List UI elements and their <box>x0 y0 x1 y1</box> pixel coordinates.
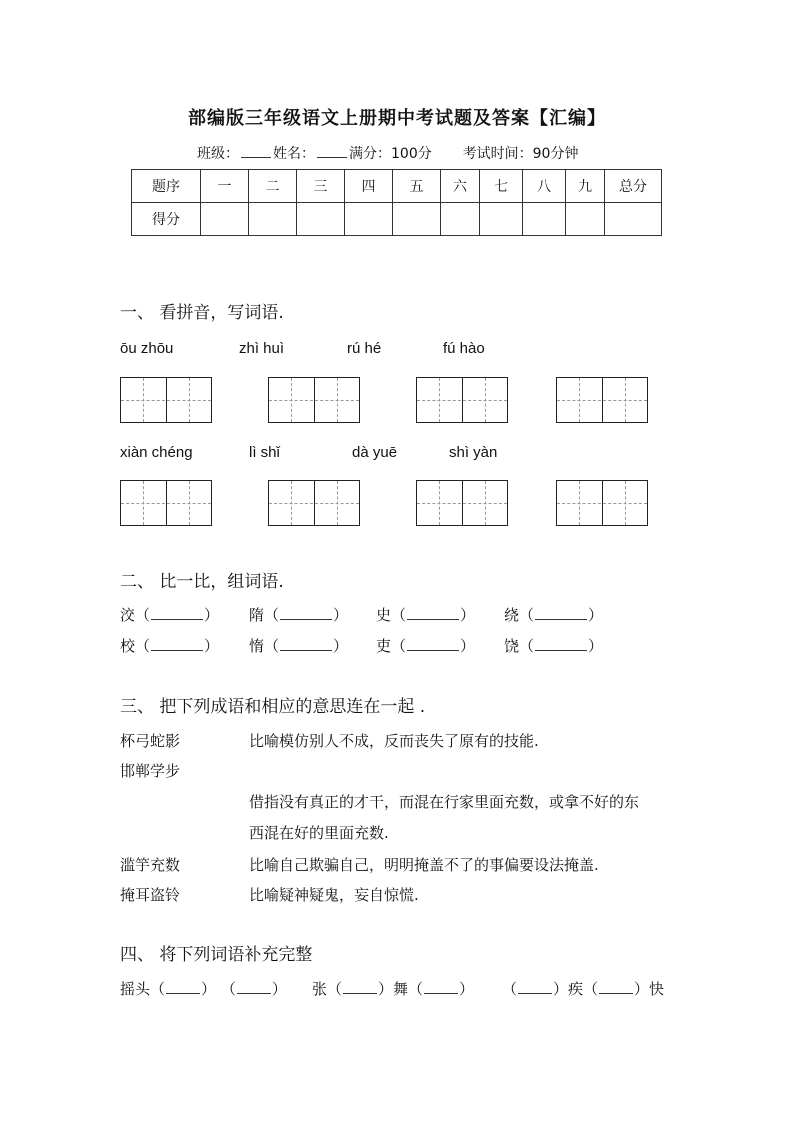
table-cell: 七 <box>480 170 523 203</box>
answer-blank[interactable] <box>535 607 587 620</box>
close-paren: ） <box>460 606 476 624</box>
section1-heading: 一、 看拼音，写词语. <box>120 303 284 323</box>
idiom-item[interactable]: 掩耳盗铃 <box>120 886 181 904</box>
close-paren: ） <box>588 637 604 655</box>
section4-heading: 四、 将下列词语补充完整 <box>120 945 313 965</box>
table-cell: 总分 <box>605 170 662 203</box>
char-label: 校（ <box>120 637 151 655</box>
meaning-item-continued[interactable]: 西混在好的里面充数. <box>249 824 389 842</box>
section2-heading: 二、 比一比，组词语. <box>120 572 284 592</box>
phrase-item <box>312 978 474 999</box>
score-table-score-row <box>132 203 662 236</box>
page-title: 部编版三年级语文上册期中考试题及答案【汇编】 <box>188 108 606 129</box>
table-cell: 六 <box>441 170 480 203</box>
name-label: 姓名： <box>273 146 315 162</box>
exam-info <box>197 143 578 163</box>
meaning-item[interactable]: 比喻自己欺骗自己，明明掩盖不了的事偏要设法掩盖. <box>249 856 599 874</box>
close-paren: ） <box>333 637 349 655</box>
table-cell: 三 <box>297 170 345 203</box>
writing-grid[interactable] <box>268 480 360 526</box>
open-paren: （ <box>220 980 236 998</box>
word-item <box>249 635 348 656</box>
score-cell[interactable] <box>566 203 605 236</box>
answer-blank[interactable] <box>343 981 377 994</box>
word-item <box>249 604 348 625</box>
class-blank[interactable] <box>241 145 271 158</box>
meaning-item[interactable]: 比喻模仿别人不成，反而丧失了原有的技能. <box>249 732 539 750</box>
score-cell[interactable] <box>249 203 297 236</box>
answer-blank[interactable] <box>166 981 200 994</box>
phrase-text: 舞（ <box>393 980 424 998</box>
pinyin-item: rú hé <box>347 340 382 357</box>
answer-blank[interactable] <box>280 638 332 651</box>
close-paren: ） <box>204 637 220 655</box>
phrase-item <box>120 978 287 999</box>
close-paren: ） <box>378 980 394 998</box>
open-paren: （ <box>502 980 518 998</box>
answer-blank[interactable] <box>280 607 332 620</box>
score-cell[interactable] <box>345 203 393 236</box>
idiom-item[interactable]: 邯郸学步 <box>120 762 181 780</box>
phrase-text: 张（ <box>312 980 343 998</box>
answer-blank[interactable] <box>151 607 203 620</box>
score-table <box>131 169 662 236</box>
score-cell[interactable] <box>441 203 480 236</box>
char-label: 史（ <box>376 606 407 624</box>
word-item <box>120 635 219 656</box>
writing-grid[interactable] <box>416 480 508 526</box>
close-paren: ） <box>460 637 476 655</box>
full-score: 满分：100分 <box>349 146 432 162</box>
pinyin-item: fú hào <box>443 340 485 357</box>
word-item <box>376 635 475 656</box>
class-label: 班级： <box>197 146 239 162</box>
pinyin-item: ōu zhōu <box>120 340 174 357</box>
phrase-text: ）疾（ <box>553 980 599 998</box>
answer-blank[interactable] <box>151 638 203 651</box>
close-paren: ） <box>588 606 604 624</box>
close-paren: ） <box>201 980 217 998</box>
phrase-text: 摇头（ <box>120 980 166 998</box>
writing-grid[interactable] <box>268 377 360 423</box>
word-item <box>376 604 475 625</box>
char-label: 吏（ <box>376 637 407 655</box>
answer-blank[interactable] <box>407 607 459 620</box>
close-paren: ） <box>459 980 475 998</box>
word-item <box>504 604 603 625</box>
score-cell[interactable] <box>297 203 345 236</box>
score-table-header-row <box>132 170 662 203</box>
score-cell[interactable] <box>201 203 249 236</box>
section3-heading: 三、 把下列成语和相应的意思连在一起 . <box>120 697 426 717</box>
pinyin-item: dà yuē <box>352 444 398 461</box>
name-blank[interactable] <box>317 145 347 158</box>
char-label: 隋（ <box>249 606 280 624</box>
table-cell: 八 <box>523 170 566 203</box>
writing-grid[interactable] <box>120 377 212 423</box>
writing-grid[interactable] <box>556 480 648 526</box>
writing-grid[interactable] <box>556 377 648 423</box>
pinyin-item: zhì huì <box>239 340 285 357</box>
score-cell[interactable] <box>393 203 441 236</box>
char-label: 绕（ <box>504 606 535 624</box>
pinyin-item: xiàn chéng <box>120 444 193 461</box>
word-item <box>504 635 603 656</box>
answer-blank[interactable] <box>518 981 552 994</box>
phrase-text: ）快 <box>634 980 665 998</box>
close-paren: ） <box>271 980 287 998</box>
char-label: 饶（ <box>504 637 535 655</box>
exam-time: 考试时间：90分钟 <box>462 146 579 162</box>
pinyin-item: lì shǐ <box>249 444 280 461</box>
answer-blank[interactable] <box>599 981 633 994</box>
score-cell[interactable] <box>605 203 662 236</box>
meaning-item[interactable]: 比喻疑神疑鬼，妄自惊慌. <box>249 886 419 904</box>
answer-blank[interactable] <box>237 981 271 994</box>
table-cell: 二 <box>249 170 297 203</box>
table-cell: 九 <box>566 170 605 203</box>
score-cell[interactable] <box>523 203 566 236</box>
idiom-item[interactable]: 滥竽充数 <box>120 856 181 874</box>
close-paren: ） <box>204 606 220 624</box>
table-cell: 得分 <box>132 203 201 236</box>
answer-blank[interactable] <box>424 981 458 994</box>
meaning-item[interactable]: 借指没有真正的才干，而混在行家里面充数，或拿不好的东 <box>249 793 640 811</box>
word-item <box>120 604 219 625</box>
char-label: 洨（ <box>120 606 151 624</box>
pinyin-item: shì yàn <box>449 444 498 461</box>
answer-blank[interactable] <box>535 638 587 651</box>
close-paren: ） <box>333 606 349 624</box>
table-cell: 四 <box>345 170 393 203</box>
answer-blank[interactable] <box>407 638 459 651</box>
table-cell: 五 <box>393 170 441 203</box>
table-cell: 题序 <box>132 170 201 203</box>
idiom-item[interactable]: 杯弓蛇影 <box>120 732 181 750</box>
score-cell[interactable] <box>480 203 523 236</box>
writing-grid[interactable] <box>416 377 508 423</box>
char-label: 惰（ <box>249 637 280 655</box>
phrase-item <box>502 978 664 999</box>
writing-grid[interactable] <box>120 480 212 526</box>
table-cell: 一 <box>201 170 249 203</box>
